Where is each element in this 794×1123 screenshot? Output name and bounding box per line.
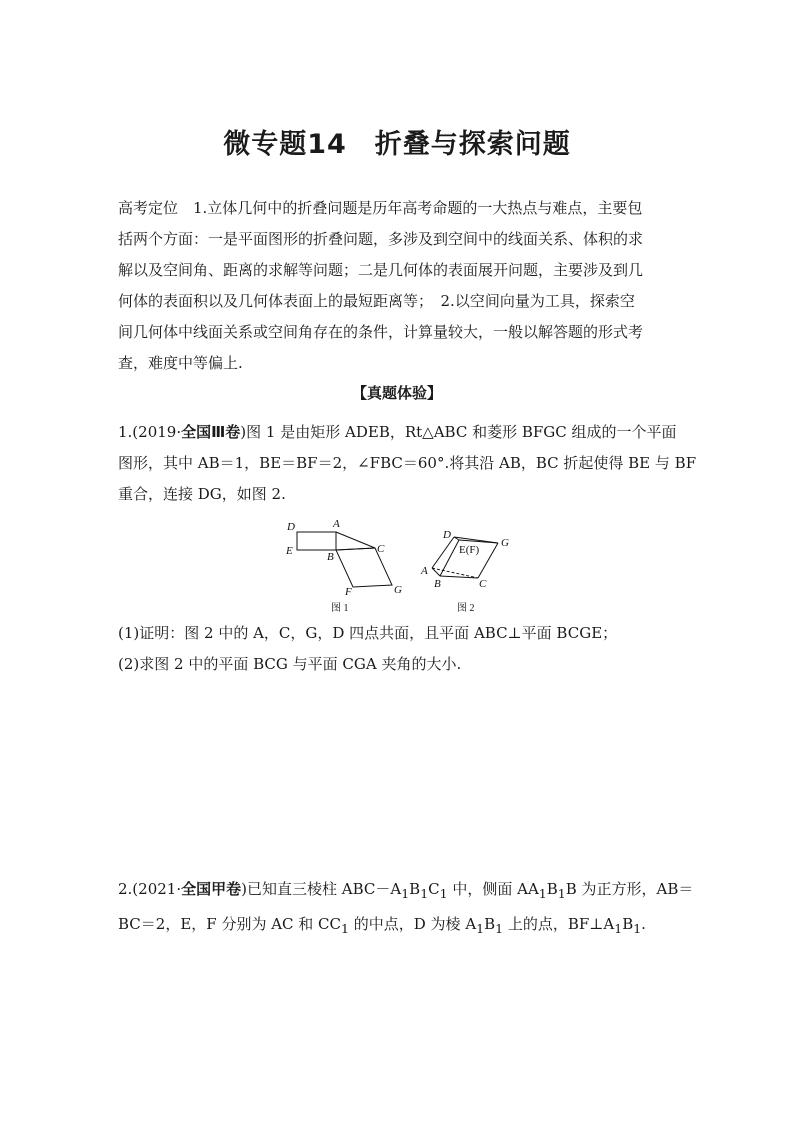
q1-part-1: (1)证明：图 2 中的 A，C，G，D 四点共面，且平面 ABC⊥平面 BCGE； (118, 624, 618, 642)
segment-da (432, 537, 454, 568)
q2-text: C (428, 880, 440, 898)
fig1-label-g: G (394, 584, 402, 596)
q2-text: B (622, 915, 634, 933)
fig2-label-ef: E(F) (459, 544, 480, 556)
question-2 (118, 874, 694, 944)
fig2-label-g: G (501, 537, 509, 549)
intro-line: 括两个方面：一是平面图形的折叠问题，多涉及到空间中的线面关系、体积的求 (118, 230, 644, 248)
fig1-caption: 图 1 (331, 603, 349, 614)
subscript: 1 (614, 921, 623, 936)
title-part2: 折叠与探索问题 (374, 129, 571, 160)
fig2-label-c: C (479, 578, 487, 590)
q2-text: . (641, 915, 646, 933)
q1-part-2: (2)求图 2 中的平面 BCG 与平面 CGA 夹角的大小. (118, 655, 462, 673)
q2-line-2 (118, 909, 678, 944)
fig2-label-b: B (434, 578, 441, 590)
intro-line: 解以及空间角、距离的求解等问题；二是几何体的表面展开问题，主要涉及到几 (118, 261, 644, 279)
q2-text: BC＝2，E，F 分别为 AC 和 CC (118, 915, 342, 933)
intro-line: 何体的表面积以及几何体表面上的最短距离等； 2.以空间向量为工具，探索空 (118, 292, 635, 310)
subscript: 1 (341, 921, 349, 936)
q1-source-suffix: ) (240, 423, 247, 441)
subscript: 1 (476, 921, 485, 936)
q2-text: 上的点，BF⊥A (503, 915, 615, 933)
fig1-label-c: C (377, 543, 385, 555)
q2-text: B (546, 880, 558, 898)
segment-gc (478, 543, 498, 578)
fig1-label-a: A (333, 518, 340, 530)
fig2-label-d: D (443, 529, 451, 541)
q1-source-prefix: 1.(2019· (118, 423, 182, 441)
subscript: 1 (401, 886, 410, 901)
q1-line-3: 重合，连接 DG，如图 2. (118, 485, 286, 503)
q2-source-prefix: 2.(2021· (118, 880, 182, 898)
subscript: 1 (538, 886, 547, 901)
fig2-caption: 图 2 (457, 603, 475, 614)
fig1-label-d: D (287, 521, 295, 533)
q2-source-suffix: ) (241, 880, 247, 898)
fig1-label-f: F (345, 586, 352, 598)
q2-text: 的中点，D 为棱 A (348, 915, 477, 933)
q2-text: B 为正方形，AB＝ (565, 880, 694, 898)
title-part1: 微专题 (223, 129, 308, 160)
q1-stem-1: 图 1 是由矩形 ADEB，Rt△ABC 和菱形 BFGC 组成的一个平面 (246, 423, 677, 441)
q1-source-exam: 全国Ⅲ卷 (181, 423, 241, 441)
subscript: 1 (495, 921, 504, 936)
q2-text: 已知直三棱柱 ABC－A (246, 880, 402, 898)
subscript: 1 (439, 886, 448, 901)
rectangle-adeb (297, 532, 336, 550)
q1-line-2: 图形，其中 AB＝1，BE＝BF＝2，∠FBC＝60°.将其沿 AB，BC 折起使得 BE 与 BF (118, 454, 697, 472)
section-heading: 【真题体验】 (351, 384, 442, 402)
subscript: 1 (633, 921, 642, 936)
fig2-label-a: A (421, 565, 428, 577)
subscript: 1 (420, 886, 429, 901)
fig1-label-b: B (327, 551, 334, 563)
question-1-parts (118, 618, 678, 680)
segment-ac (336, 532, 375, 548)
fig1-label-e: E (286, 545, 293, 557)
q2-source-exam: 全国甲卷 (181, 880, 242, 898)
q2-text: B (484, 915, 496, 933)
intro-line: 查，难度中等偏上. (118, 354, 243, 372)
q2-line-1 (118, 874, 694, 909)
q2-text: B (409, 880, 421, 898)
title-number: 14 (307, 129, 347, 160)
intro-line: 高考定位 1.立体几何中的折叠问题是历年高考命题的一大热点与难点，主要包 (118, 199, 643, 217)
figure-1 (297, 532, 392, 587)
intro-line: 间几何体中线面关系或空间角存在的条件，计算量较大，一般以解答题的形式考 (118, 323, 644, 341)
q2-text: 中，侧面 AA (447, 880, 539, 898)
subscript: 1 (557, 886, 566, 901)
